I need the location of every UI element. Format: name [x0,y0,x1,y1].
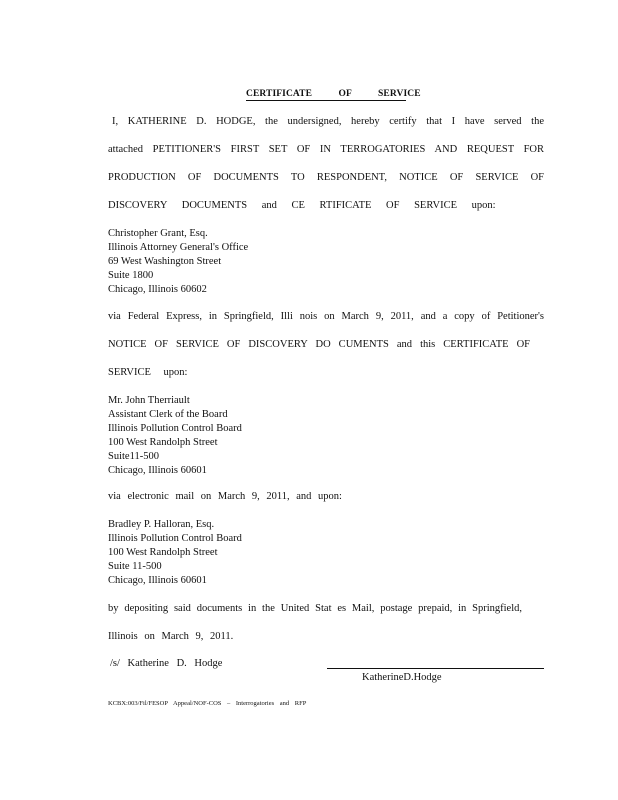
service-line: Illinois on March 9, 2011. [108,631,234,642]
recipient-city: Chicago, Illinois 60601 [108,465,207,476]
service-line: SERVICE upon: [108,367,188,378]
recipient-name: Christopher Grant, Esq. [108,228,208,239]
service-line: NOTICE OF SERVICE OF DISCOVERY DO CUMENTS and this CERTIFICATE OF [108,339,530,350]
recipient-city: Chicago, Illinois 60601 [108,575,207,586]
recipient-street: 100 West Randolph Street [108,437,218,448]
certify-line: PRODUCTION OF DOCUMENTS TO RESPONDENT, NOTICE OF SERVICE OF [108,172,544,183]
recipient-office: Illinois Pollution Control Board [108,533,242,544]
certify-line: attached PETITIONER'S FIRST SET OF IN TERROGATORIES AND REQUEST FOR [108,144,544,155]
recipient-address [108,394,242,478]
recipient-office: Illinois Pollution Control Board [108,423,242,434]
recipient-address [108,518,242,588]
printed-name: KatherineD.Hodge [362,672,442,683]
service-line: by depositing said documents in the United Stat es Mail, postage prepaid, in Springfield, [108,603,522,614]
s-signature: /s/ Katherine D. Hodge [110,658,223,669]
recipient-suite: Suite 1800 [108,270,154,281]
recipient-suite: Suite 11-500 [108,561,162,572]
certify-line: DISCOVERY DOCUMENTS and CE RTIFICATE OF SERVICE upon: [108,200,496,211]
service-line: via electronic mail on March 9, 2011, and upon: [108,491,342,502]
recipient-title: Assistant Clerk of the Board [108,409,228,420]
recipient-office: Illinois Attorney General's Office [108,242,249,253]
recipient-street: 100 West Randolph Street [108,547,218,558]
service-line: via Federal Express, in Springfield, Illi nois on March 9, 2011, and a copy of Petitioner's [108,311,544,322]
recipient-address [108,227,248,297]
recipient-name: Mr. John Therriault [108,395,190,406]
document-title: CERTIFICATE OF SERVICE [246,89,421,99]
recipient-street: 69 West Washington Street [108,256,222,267]
recipient-name: Bradley P. Halloran, Esq. [108,519,215,530]
recipient-city: Chicago, Illinois 60602 [108,284,207,295]
recipient-suite: Suite11-500 [108,451,159,462]
signature-line [327,668,544,669]
document-footer: KCBX:003/Fil/FESOP Appeal/NOF-COS – Interrogatories and RFP [108,700,307,707]
certify-line: I, KATHERINE D. HODGE, the undersigned, hereby certify that I have served the [112,116,544,127]
